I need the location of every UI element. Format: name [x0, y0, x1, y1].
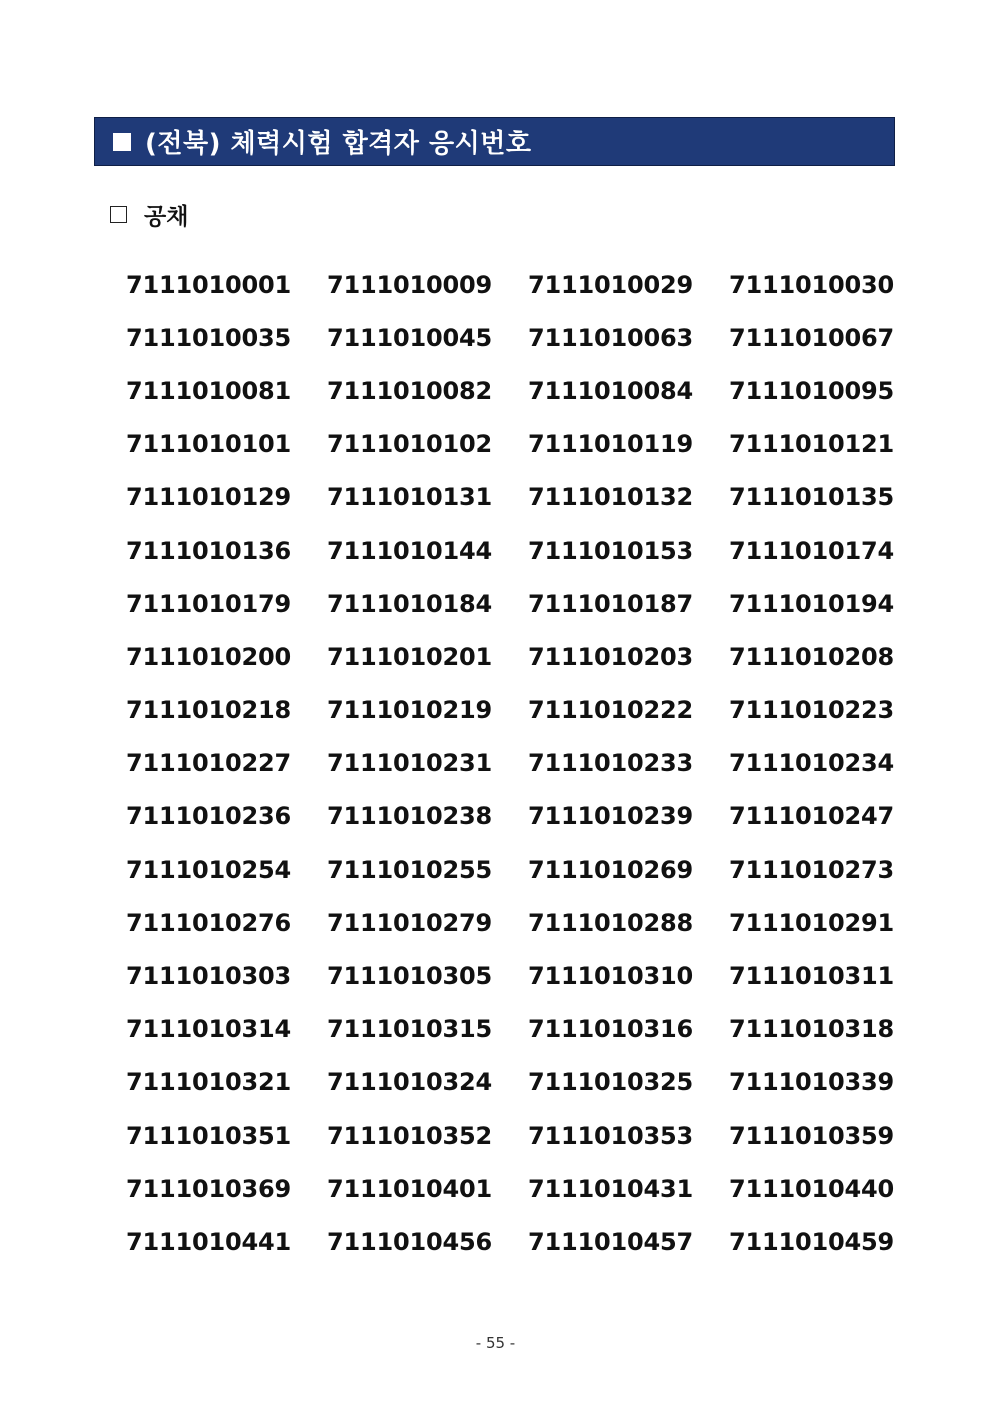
applicant-number: 7111010325 [528, 1068, 693, 1097]
applicant-number: 7111010144 [327, 536, 492, 565]
applicant-number: 7111010179 [126, 589, 291, 618]
applicant-number: 7111010431 [528, 1174, 693, 1203]
applicant-number: 7111010352 [327, 1121, 492, 1150]
applicant-number: 7111010318 [729, 1015, 894, 1044]
applicant-number: 7111010239 [528, 802, 693, 831]
applicant-number: 7111010227 [126, 749, 291, 778]
applicant-number: 7111010288 [528, 908, 693, 937]
applicant-number: 7111010369 [126, 1174, 291, 1203]
applicant-number: 7111010184 [327, 589, 492, 618]
applicant-number: 7111010457 [528, 1227, 693, 1256]
applicant-number: 7111010067 [729, 323, 894, 352]
applicant-number: 7111010254 [126, 855, 291, 884]
applicant-number: 7111010311 [729, 962, 894, 991]
applicant-number: 7111010223 [729, 696, 894, 725]
applicant-number: 7111010009 [327, 270, 492, 299]
applicant-number: 7111010279 [327, 908, 492, 937]
applicant-number: 7111010314 [126, 1015, 291, 1044]
applicant-number: 7111010321 [126, 1068, 291, 1097]
applicant-number: 7111010459 [729, 1227, 894, 1256]
applicant-number: 7111010324 [327, 1068, 492, 1097]
applicant-number: 7111010203 [528, 642, 693, 671]
applicant-number: 7111010153 [528, 536, 693, 565]
applicant-number: 7111010233 [528, 749, 693, 778]
applicant-number: 7111010102 [327, 430, 492, 459]
applicant-number: 7111010121 [729, 430, 894, 459]
applicant-number: 7111010255 [327, 855, 492, 884]
subsection-heading [110, 198, 188, 230]
applicant-number: 7111010132 [528, 483, 693, 512]
applicant-number: 7111010135 [729, 483, 894, 512]
applicant-number: 7111010276 [126, 908, 291, 937]
applicant-number: 7111010353 [528, 1121, 693, 1150]
applicant-number: 7111010441 [126, 1227, 291, 1256]
applicant-number: 7111010401 [327, 1174, 492, 1203]
applicant-number: 7111010035 [126, 323, 291, 352]
applicant-number: 7111010273 [729, 855, 894, 884]
applicant-number: 7111010236 [126, 802, 291, 831]
applicant-number: 7111010119 [528, 430, 693, 459]
applicant-number: 7111010187 [528, 589, 693, 618]
applicant-number: 7111010351 [126, 1121, 291, 1150]
applicant-number: 7111010238 [327, 802, 492, 831]
applicant-number: 7111010082 [327, 376, 492, 405]
applicant-number: 7111010269 [528, 855, 693, 884]
applicant-number: 7111010247 [729, 802, 894, 831]
applicant-number: 7111010218 [126, 696, 291, 725]
applicant-number: 7111010045 [327, 323, 492, 352]
applicant-number: 7111010101 [126, 430, 291, 459]
applicant-number: 7111010095 [729, 376, 894, 405]
applicant-number: 7111010136 [126, 536, 291, 565]
applicant-number: 7111010440 [729, 1174, 894, 1203]
applicant-number: 7111010315 [327, 1015, 492, 1044]
empty-square-icon [110, 206, 127, 223]
page-number: - 55 - [475, 1334, 516, 1352]
subsection-label: 공채 [144, 203, 189, 230]
applicant-number: 7111010305 [327, 962, 492, 991]
applicant-number: 7111010174 [729, 536, 894, 565]
applicant-number-grid [126, 258, 930, 1269]
applicant-number: 7111010339 [729, 1068, 894, 1097]
applicant-number: 7111010291 [729, 908, 894, 937]
filled-square-icon [113, 133, 131, 151]
applicant-number: 7111010063 [528, 323, 693, 352]
applicant-number: 7111010208 [729, 642, 894, 671]
page-title: (전북) 체력시험 합격자 응시번호 [145, 129, 532, 159]
applicant-number: 7111010131 [327, 483, 492, 512]
applicant-number: 7111010222 [528, 696, 693, 725]
applicant-number: 7111010081 [126, 376, 291, 405]
applicant-number: 7111010316 [528, 1015, 693, 1044]
applicant-number: 7111010001 [126, 270, 291, 299]
applicant-number: 7111010194 [729, 589, 894, 618]
section-title-bar [94, 117, 895, 166]
applicant-number: 7111010303 [126, 962, 291, 991]
applicant-number: 7111010029 [528, 270, 693, 299]
applicant-number: 7111010310 [528, 962, 693, 991]
applicant-number: 7111010129 [126, 483, 291, 512]
applicant-number: 7111010231 [327, 749, 492, 778]
applicant-number: 7111010200 [126, 642, 291, 671]
applicant-number: 7111010234 [729, 749, 894, 778]
applicant-number: 7111010219 [327, 696, 492, 725]
applicant-number: 7111010030 [729, 270, 894, 299]
applicant-number: 7111010456 [327, 1227, 492, 1256]
applicant-number: 7111010084 [528, 376, 693, 405]
applicant-number: 7111010201 [327, 642, 492, 671]
applicant-number: 7111010359 [729, 1121, 894, 1150]
